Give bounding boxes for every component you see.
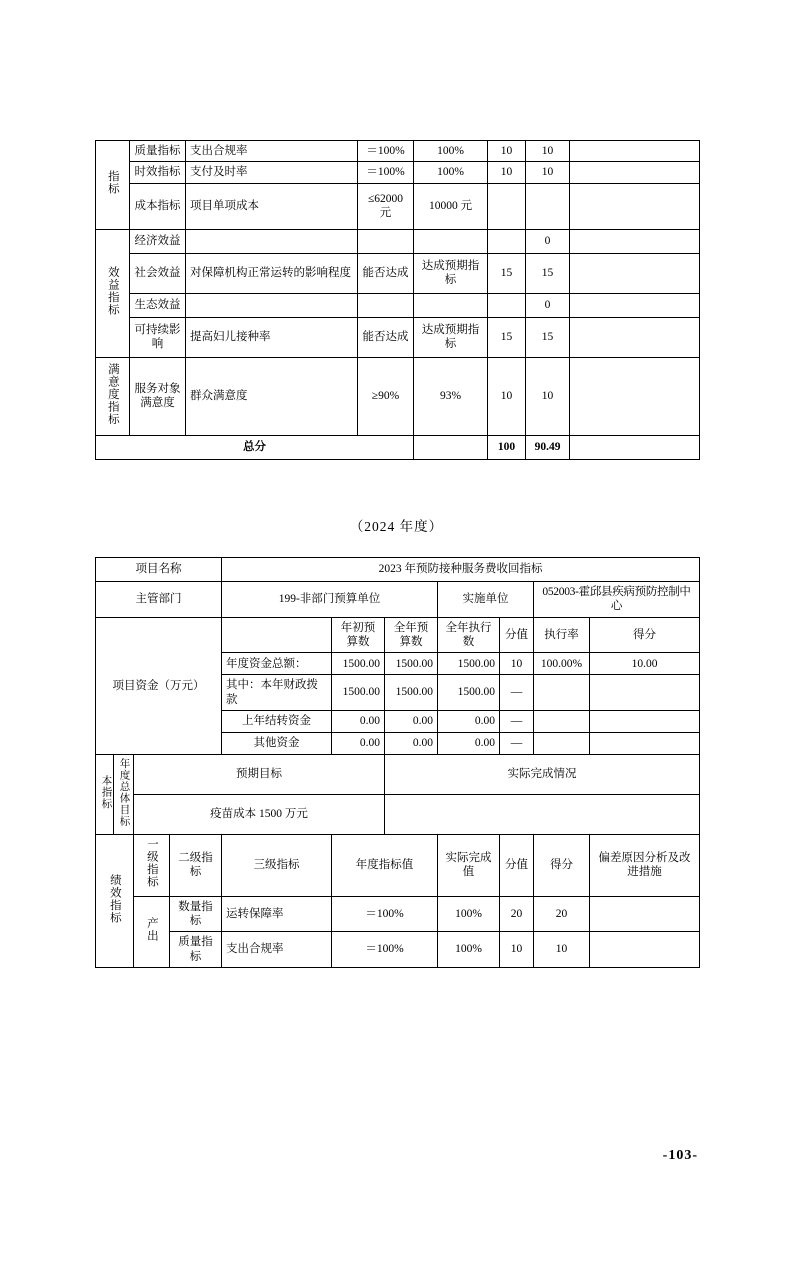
funds-row-label: 上年结转资金 — [222, 711, 332, 733]
funds-header-point: 分值 — [500, 617, 534, 653]
perf-score: 10 — [534, 932, 590, 968]
target-value — [358, 293, 414, 317]
perf-level1-output: 产出 — [134, 896, 170, 968]
level3-label — [186, 229, 358, 253]
perf-target: ＝100% — [332, 896, 438, 932]
total-note — [570, 435, 700, 459]
document-page — [0, 140, 793, 1262]
unit-label: 实施单位 — [438, 581, 534, 617]
dept-value: 199-非部门预算单位 — [222, 581, 438, 617]
perf-note — [590, 896, 700, 932]
project-performance-table — [95, 557, 700, 968]
perf-header-actual: 实际完成值 — [438, 835, 500, 896]
perf-level2: 数量指标 — [170, 896, 222, 932]
row-perf-header — [96, 835, 700, 896]
point-value: 10 — [488, 162, 526, 183]
total-score: 90.49 — [526, 435, 570, 459]
perf-note — [590, 932, 700, 968]
perf-point: 10 — [500, 932, 534, 968]
perf-actual: 100% — [438, 932, 500, 968]
table-row — [96, 141, 700, 162]
funds-header-exec: 全年执行数 — [438, 617, 500, 653]
note-value — [570, 162, 700, 183]
total-blank — [414, 435, 488, 459]
perf-header-level2: 二级指标 — [170, 835, 222, 896]
funds-row-exec: 1500.00 — [438, 675, 500, 711]
funds-row-year: 1500.00 — [385, 675, 438, 711]
group-label-satisfaction: 满意度指标 — [96, 357, 130, 435]
note-value — [570, 293, 700, 317]
goal-left-label: 本指标 — [96, 755, 114, 835]
funds-row-year: 1500.00 — [385, 653, 438, 675]
page-number: -103- — [662, 1148, 698, 1163]
funds-row-begin: 0.00 — [332, 711, 385, 733]
actual-value: 10000 元 — [414, 183, 488, 229]
total-label: 总分 — [96, 435, 414, 459]
note-value — [570, 141, 700, 162]
row-funds-header — [96, 617, 700, 653]
funds-label: 项目资金（万元） — [96, 617, 222, 755]
note-value — [570, 229, 700, 253]
project-name-value: 2023 年预防接种服务费收回指标 — [222, 557, 700, 581]
target-value — [358, 229, 414, 253]
score-value: 10 — [526, 162, 570, 183]
unit-value: 052003-霍邱县疾病预防控制中心 — [534, 581, 700, 617]
table-row — [96, 357, 700, 435]
funds-row-exec: 0.00 — [438, 733, 500, 755]
point-value: 15 — [488, 253, 526, 293]
point-value — [488, 183, 526, 229]
perf-header-note: 偏差原因分析及改进措施 — [590, 835, 700, 896]
perf-side-label: 绩效指标 — [96, 835, 134, 968]
table-row — [96, 229, 700, 253]
point-value — [488, 293, 526, 317]
actual-value: 100% — [414, 141, 488, 162]
perf-header-level1: 一级指标 — [134, 835, 170, 896]
actual-value: 100% — [414, 162, 488, 183]
perf-level3: 支出合规率 — [222, 932, 332, 968]
target-value: ＝100% — [358, 162, 414, 183]
table-row-total — [96, 435, 700, 459]
level3-label: 项目单项成本 — [186, 183, 358, 229]
perf-level2: 质量指标 — [170, 932, 222, 968]
table-row — [96, 183, 700, 229]
goal-side-label: 年度总体目标 — [114, 755, 134, 835]
funds-row-point: — — [500, 733, 534, 755]
level2-label: 生态效益 — [130, 293, 186, 317]
funds-row-score — [590, 711, 700, 733]
funds-header-blank — [222, 617, 332, 653]
level2-label: 时效指标 — [130, 162, 186, 183]
level2-label: 可持续影响 — [130, 317, 186, 357]
table-row — [96, 896, 700, 932]
point-value: 10 — [488, 357, 526, 435]
funds-row-label: 其他资金 — [222, 733, 332, 755]
table-row — [96, 162, 700, 183]
perf-actual: 100% — [438, 896, 500, 932]
funds-row-label: 其中：本年财政拨款 — [222, 675, 332, 711]
score-value: 15 — [526, 317, 570, 357]
level3-label: 对保障机构正常运转的影响程度 — [186, 253, 358, 293]
funds-header-rate: 执行率 — [534, 617, 590, 653]
level3-label: 支付及时率 — [186, 162, 358, 183]
target-value: ≤62000 元 — [358, 183, 414, 229]
funds-row-label: 年度资金总额： — [222, 653, 332, 675]
funds-row-exec: 1500.00 — [438, 653, 500, 675]
goal-actual-header: 实际完成情况 — [385, 755, 700, 795]
funds-row-year: 0.00 — [385, 733, 438, 755]
point-value — [488, 229, 526, 253]
perf-header-target: 年度指标值 — [332, 835, 438, 896]
funds-header-score: 得分 — [590, 617, 700, 653]
goal-actual-value — [385, 795, 700, 835]
goal-expected-header: 预期目标 — [134, 755, 385, 795]
perf-header-level3: 三级指标 — [222, 835, 332, 896]
note-value — [570, 253, 700, 293]
level3-label: 支出合规率 — [186, 141, 358, 162]
perf-level3: 运转保障率 — [222, 896, 332, 932]
funds-row-score — [590, 733, 700, 755]
point-value: 15 — [488, 317, 526, 357]
funds-row-point: 10 — [500, 653, 534, 675]
group-label-indicator: 指标 — [96, 141, 130, 230]
funds-row-rate — [534, 733, 590, 755]
funds-row-begin: 0.00 — [332, 733, 385, 755]
target-value: ＝100% — [358, 141, 414, 162]
actual-value: 达成预期指标 — [414, 317, 488, 357]
level2-label: 成本指标 — [130, 183, 186, 229]
actual-value — [414, 293, 488, 317]
row-goal-values — [96, 795, 700, 835]
funds-row-point: — — [500, 675, 534, 711]
table-row — [96, 932, 700, 968]
performance-indicator-table-top — [95, 140, 700, 460]
note-value — [570, 317, 700, 357]
level3-label: 提高妇儿接种率 — [186, 317, 358, 357]
funds-row-exec: 0.00 — [438, 711, 500, 733]
project-name-label: 项目名称 — [96, 557, 222, 581]
funds-row-score: 10.00 — [590, 653, 700, 675]
funds-header-year: 全年预算数 — [385, 617, 438, 653]
score-value: 0 — [526, 229, 570, 253]
goal-expected-value: 疫苗成本 1500 万元 — [134, 795, 385, 835]
perf-score: 20 — [534, 896, 590, 932]
perf-point: 20 — [500, 896, 534, 932]
funds-row-rate — [534, 675, 590, 711]
level3-label — [186, 293, 358, 317]
funds-row-rate: 100.00% — [534, 653, 590, 675]
level2-label: 经济效益 — [130, 229, 186, 253]
level3-label: 群众满意度 — [186, 357, 358, 435]
table-row — [96, 253, 700, 293]
actual-value: 93% — [414, 357, 488, 435]
funds-row-score — [590, 675, 700, 711]
perf-header-point: 分值 — [500, 835, 534, 896]
score-value: 0 — [526, 293, 570, 317]
target-value: 能否达成 — [358, 317, 414, 357]
point-value: 10 — [488, 141, 526, 162]
level2-label: 质量指标 — [130, 141, 186, 162]
funds-row-begin: 1500.00 — [332, 675, 385, 711]
note-value — [570, 357, 700, 435]
score-value: 10 — [526, 141, 570, 162]
score-value: 10 — [526, 357, 570, 435]
funds-row-rate — [534, 711, 590, 733]
target-value: ≥90% — [358, 357, 414, 435]
perf-target: ＝100% — [332, 932, 438, 968]
funds-row-point: — — [500, 711, 534, 733]
group-label-benefit: 效益指标 — [96, 229, 130, 357]
perf-header-score: 得分 — [534, 835, 590, 896]
funds-row-year: 0.00 — [385, 711, 438, 733]
table-row — [96, 293, 700, 317]
row-department — [96, 581, 700, 617]
level2-label: 社会效益 — [130, 253, 186, 293]
funds-row-begin: 1500.00 — [332, 653, 385, 675]
row-project-name — [96, 557, 700, 581]
score-value: 15 — [526, 253, 570, 293]
table-row — [96, 317, 700, 357]
total-point: 100 — [488, 435, 526, 459]
score-value — [526, 183, 570, 229]
section-title: （2024 年度） — [349, 518, 444, 534]
actual-value — [414, 229, 488, 253]
target-value: 能否达成 — [358, 253, 414, 293]
dept-label: 主管部门 — [96, 581, 222, 617]
level2-label: 服务对象满意度 — [130, 357, 186, 435]
row-goal-header — [96, 755, 700, 795]
actual-value: 达成预期指标 — [414, 253, 488, 293]
funds-header-begin: 年初预算数 — [332, 617, 385, 653]
note-value — [570, 183, 700, 229]
